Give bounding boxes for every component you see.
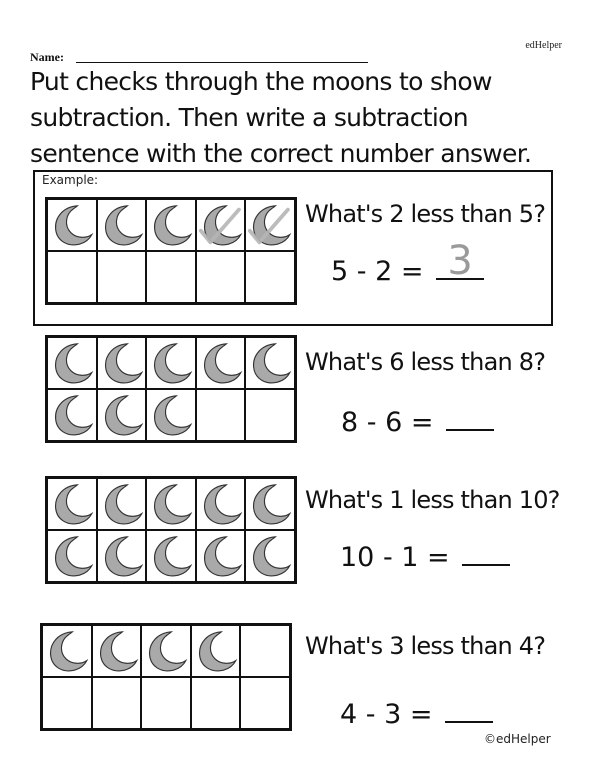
brand-label: edHelper bbox=[525, 40, 562, 51]
problem-3-cell-3[interactable] bbox=[141, 625, 191, 677]
problem-3-cell-4[interactable] bbox=[191, 625, 241, 677]
problem-1-cell-10 bbox=[245, 389, 295, 441]
moon-icon bbox=[246, 531, 294, 581]
problem-2-cell-5[interactable] bbox=[245, 478, 295, 530]
problem-2-ten-frame bbox=[45, 476, 297, 584]
problem-3-question: What's 3 less than 4? bbox=[305, 632, 546, 660]
moon-icon bbox=[98, 200, 146, 250]
example-cell-4[interactable] bbox=[196, 199, 246, 251]
moon-icon bbox=[197, 338, 245, 388]
moon-icon bbox=[192, 626, 240, 676]
moon-icon bbox=[48, 479, 96, 529]
example-cell-10 bbox=[245, 251, 295, 303]
example-cell-9 bbox=[196, 251, 246, 303]
example-cell-6 bbox=[47, 251, 97, 303]
problem-3-answer-blank[interactable] bbox=[445, 695, 493, 723]
problem-3-cell-5 bbox=[240, 625, 290, 677]
moon-icon bbox=[246, 200, 294, 250]
problem-1-cell-4[interactable] bbox=[196, 337, 246, 389]
problem-2-cell-6[interactable] bbox=[47, 530, 97, 582]
problem-2-cell-3[interactable] bbox=[146, 478, 196, 530]
moon-icon bbox=[147, 338, 195, 388]
moon-icon bbox=[142, 626, 190, 676]
problem-1-question: What's 6 less than 8? bbox=[305, 348, 546, 376]
moon-icon bbox=[48, 531, 96, 581]
problem-2-question: What's 1 less than 10? bbox=[305, 486, 560, 514]
moon-icon bbox=[48, 390, 96, 440]
moon-icon bbox=[197, 200, 245, 250]
problem-2-equation bbox=[340, 538, 510, 573]
example-answer-blank bbox=[436, 238, 484, 284]
problem-1-cell-3[interactable] bbox=[146, 337, 196, 389]
example-question: What's 2 less than 5? bbox=[305, 200, 546, 228]
problem-3-cell-9 bbox=[191, 677, 241, 729]
moon-icon bbox=[147, 200, 195, 250]
example-answer: 3 bbox=[447, 238, 473, 284]
example-equation bbox=[331, 238, 484, 287]
name-label: Name: bbox=[30, 50, 64, 64]
problem-1-equation bbox=[341, 403, 494, 438]
problem-1-cell-7[interactable] bbox=[97, 389, 147, 441]
problem-2-cell-2[interactable] bbox=[97, 478, 147, 530]
moon-icon bbox=[147, 531, 195, 581]
example-cell-7 bbox=[97, 251, 147, 303]
problem-3-cell-7 bbox=[92, 677, 142, 729]
problem-1-cell-5[interactable] bbox=[245, 337, 295, 389]
example-cell-8 bbox=[146, 251, 196, 303]
moon-icon bbox=[48, 338, 96, 388]
moon-icon bbox=[98, 479, 146, 529]
problem-2-cell-10[interactable] bbox=[245, 530, 295, 582]
problem-1-cell-1[interactable] bbox=[47, 337, 97, 389]
example-cell-2[interactable] bbox=[97, 199, 147, 251]
instructions: Put checks through the moons to show subtraction. Then write a subtraction sentence with the correct number answer. bbox=[30, 67, 532, 168]
moon-icon bbox=[93, 626, 141, 676]
problem-3-cell-6 bbox=[42, 677, 92, 729]
example-label: Example: bbox=[42, 173, 99, 187]
problem-3-equation bbox=[340, 695, 493, 730]
problem-1-answer-blank[interactable] bbox=[446, 403, 494, 431]
moon-icon bbox=[43, 626, 91, 676]
example-equation-text: 5 - 2 = bbox=[331, 256, 424, 287]
moon-icon bbox=[98, 390, 146, 440]
moon-icon bbox=[246, 479, 294, 529]
example-cell-5[interactable] bbox=[245, 199, 295, 251]
moon-icon bbox=[197, 531, 245, 581]
example-ten-frame bbox=[45, 197, 297, 305]
problem-3-equation-text: 4 - 3 = bbox=[340, 699, 433, 730]
problem-3-cell-1[interactable] bbox=[42, 625, 92, 677]
moon-icon bbox=[246, 338, 294, 388]
moon-icon bbox=[98, 531, 146, 581]
name-line[interactable] bbox=[76, 62, 368, 63]
problem-1-cell-9 bbox=[196, 389, 246, 441]
example-cell-3[interactable] bbox=[146, 199, 196, 251]
problem-1-equation-text: 8 - 6 = bbox=[341, 407, 434, 438]
problem-1-ten-frame bbox=[45, 335, 297, 443]
problem-2-cell-9[interactable] bbox=[196, 530, 246, 582]
moon-icon bbox=[147, 479, 195, 529]
moon-icon bbox=[197, 479, 245, 529]
problem-1-cell-8[interactable] bbox=[146, 389, 196, 441]
problem-2-equation-text: 10 - 1 = bbox=[340, 542, 450, 573]
problem-1-cell-6[interactable] bbox=[47, 389, 97, 441]
moon-icon bbox=[48, 200, 96, 250]
problem-3-ten-frame bbox=[40, 623, 292, 731]
problem-3-cell-8 bbox=[141, 677, 191, 729]
problem-2-cell-1[interactable] bbox=[47, 478, 97, 530]
problem-3-cell-10 bbox=[240, 677, 290, 729]
problem-3-cell-2[interactable] bbox=[92, 625, 142, 677]
example-cell-1[interactable] bbox=[47, 199, 97, 251]
problem-2-answer-blank[interactable] bbox=[462, 538, 510, 566]
problem-2-cell-8[interactable] bbox=[146, 530, 196, 582]
problem-2-cell-7[interactable] bbox=[97, 530, 147, 582]
problem-1-cell-2[interactable] bbox=[97, 337, 147, 389]
problem-2-cell-4[interactable] bbox=[196, 478, 246, 530]
copyright: ©edHelper bbox=[484, 732, 551, 746]
moon-icon bbox=[147, 390, 195, 440]
moon-icon bbox=[98, 338, 146, 388]
